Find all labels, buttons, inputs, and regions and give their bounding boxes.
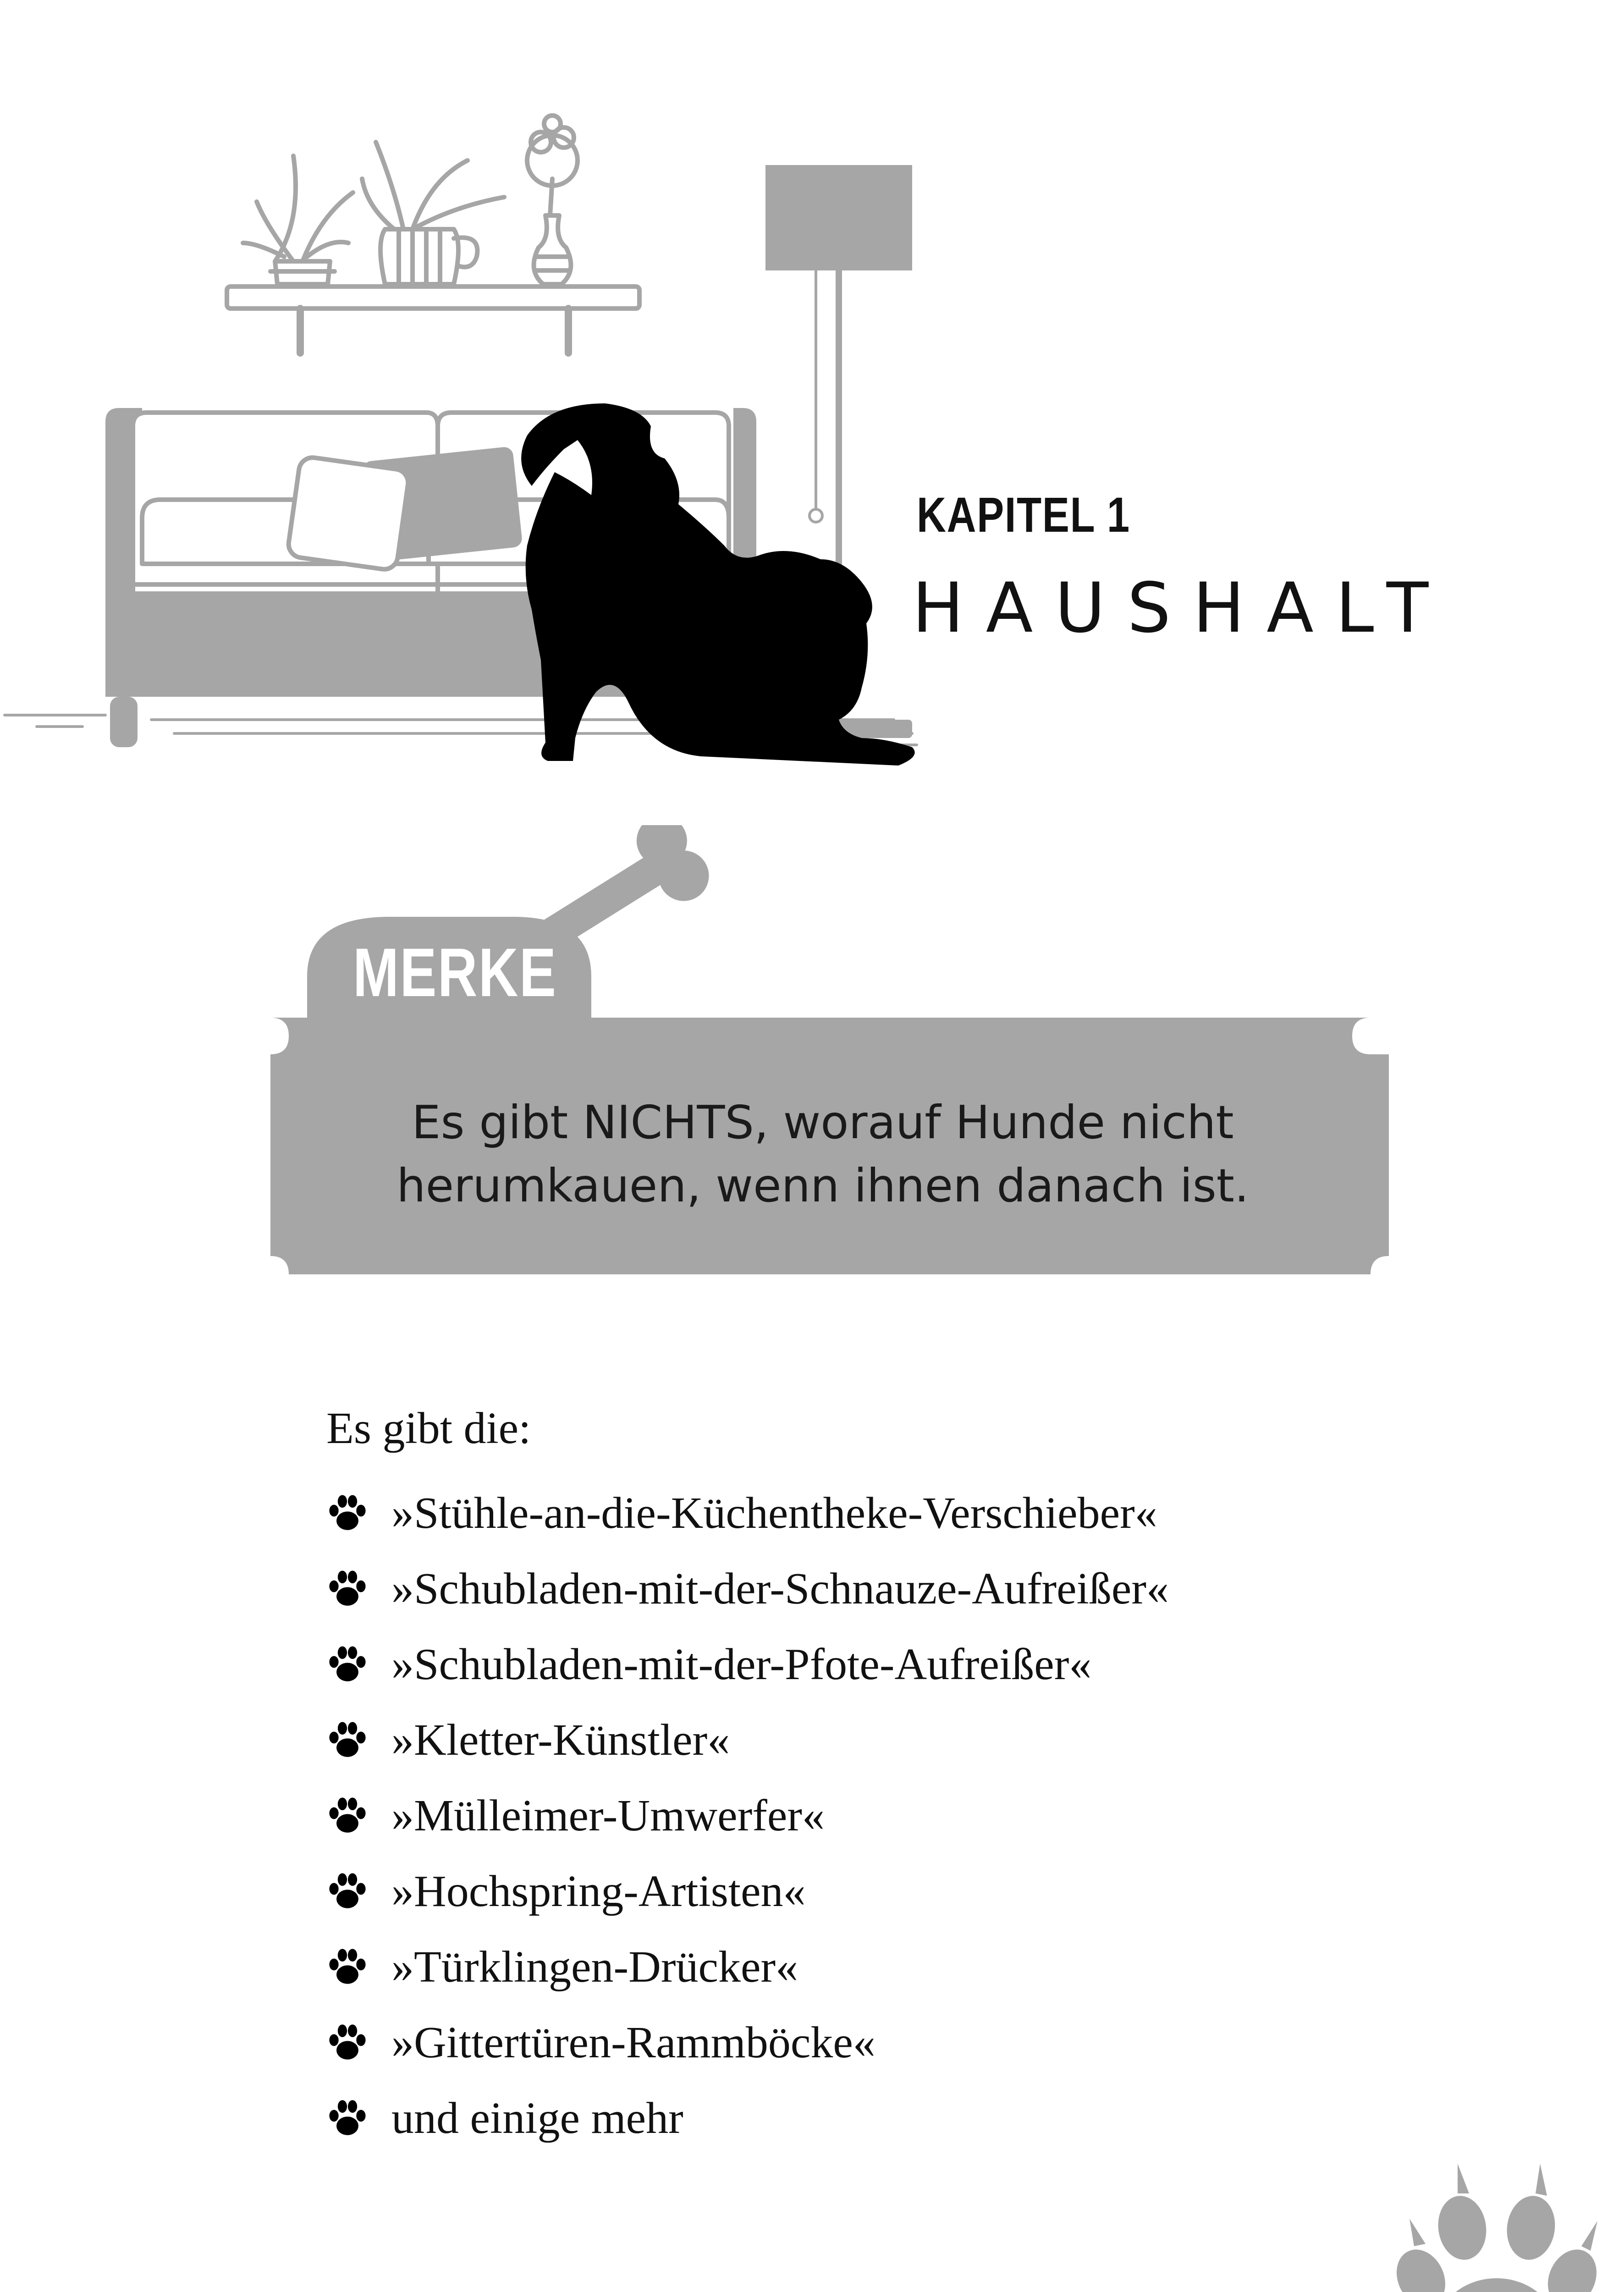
paw-print-icon: [1389, 2164, 1604, 2292]
merke-text-line-1: Es gibt NICHTS, worauf Hunde nicht: [412, 1096, 1234, 1149]
paw-icon: [326, 1643, 369, 1686]
list-item: [326, 1702, 1169, 1778]
paw-icon: [326, 2022, 369, 2064]
merke-text-line-2: herumkauen, wenn ihnen danach ist.: [396, 1159, 1249, 1212]
list-item-text: und einige mehr: [391, 2093, 683, 2143]
list-item: [326, 1551, 1169, 1626]
merke-label: MERKE: [353, 934, 557, 1011]
list-intro: Es gibt die:: [326, 1404, 531, 1453]
paw-icon: [326, 1795, 369, 1837]
list-item: [326, 1626, 1169, 1702]
merke-text: [298, 1091, 1348, 1218]
merke-box: [270, 825, 1389, 1293]
paw-icon: [326, 1946, 369, 1988]
dog-types-list: [326, 1475, 1169, 2156]
chapter-label: KAPITEL 1: [917, 487, 1130, 542]
list-item-text: »Türklingen-Drücker«: [391, 1942, 798, 1992]
paw-icon: [326, 1492, 369, 1534]
paw-icon: [326, 1568, 369, 1610]
potted-plant-middle: [362, 142, 504, 284]
list-item-text: »Gittertüren-Rammböcke«: [391, 2017, 875, 2067]
list-item: [326, 1475, 1169, 1551]
list-item-text: »Schubladen-mit-der-Schnauze-Aufreißer«: [391, 1564, 1169, 1614]
living-room-illustration: [0, 105, 930, 784]
list-item: [326, 2080, 1169, 2156]
list-item-text: »Kletter-Künstler«: [391, 1715, 730, 1765]
list-item: [326, 2005, 1169, 2080]
list-item: [326, 1853, 1169, 1929]
potted-plant-left: [243, 156, 353, 284]
paw-icon: [326, 2097, 369, 2139]
flower-vase: [534, 179, 571, 284]
paw-icon: [326, 1870, 369, 1912]
list-item: [326, 1929, 1169, 2005]
paw-icon: [326, 1719, 369, 1761]
list-item-text: »Mülleimer-Umwerfer«: [391, 1791, 825, 1840]
list-item-text: »Hochspring-Artisten«: [391, 1866, 806, 1916]
chapter-title: HAUSHALT: [912, 568, 1451, 648]
wall-shelf: [227, 286, 639, 309]
list-item-text: »Schubladen-mit-der-Pfote-Aufreißer«: [391, 1639, 1092, 1689]
list-item: [326, 1778, 1169, 1853]
floor-lamp: [765, 165, 912, 270]
list-item-text: »Stühle-an-die-Küchentheke-Verschieber«: [391, 1488, 1157, 1538]
